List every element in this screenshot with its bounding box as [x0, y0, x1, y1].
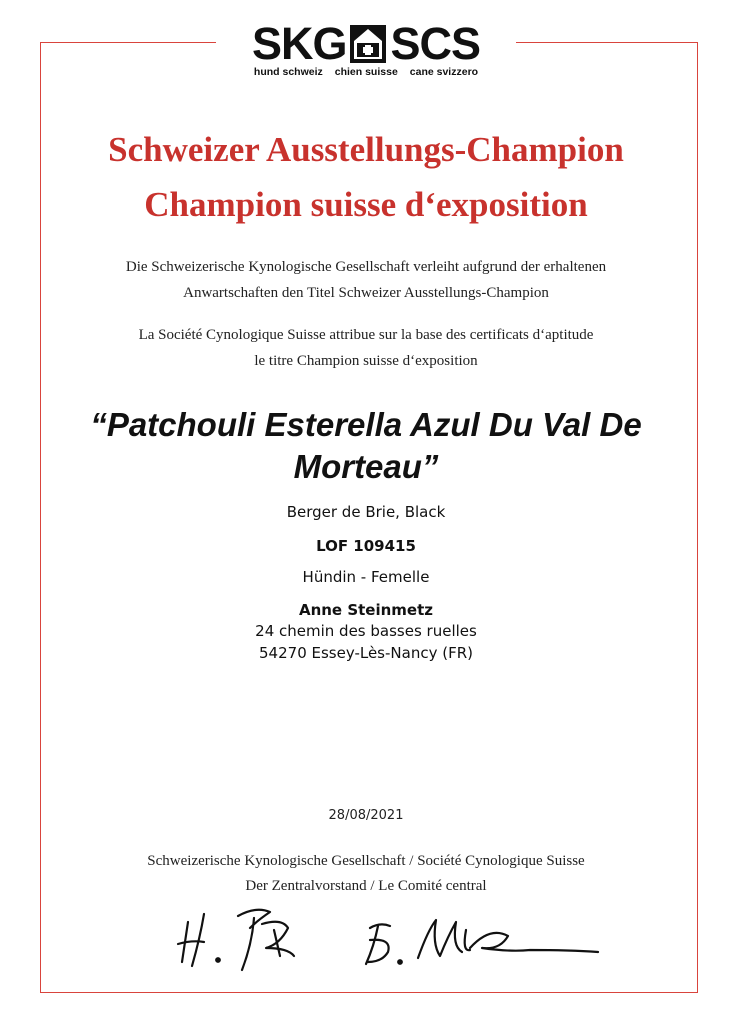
footer-organization: Schweizerische Kynologische Gesellschaft / Société Cynologique Suisse	[147, 853, 585, 869]
signature-2	[366, 920, 598, 964]
dog-name: “Patchouli Esterella Azul Du Val De Morteau”	[90, 406, 642, 485]
registration-number: LOF 109415	[316, 537, 416, 555]
logo-sub-fr: chien suisse	[334, 66, 398, 78]
french-paragraph	[0, 322, 732, 374]
logo-right-text: SCS	[390, 18, 481, 69]
german-paragraph-line1: Die Schweizerische Kynologische Gesellschaft verleiht aufgrund der erhaltenen	[125, 259, 607, 275]
swiss-doghouse-icon	[348, 23, 388, 65]
footer-committee: Der Zentralvorstand / Le Comité central	[245, 878, 487, 894]
owner-address-line1: 24 chemin des basses ruelles	[255, 622, 477, 640]
signatures	[170, 900, 610, 980]
french-paragraph-line1: La Société Cynologique Suisse attribue sur la base des certificats d‘aptitude	[138, 327, 594, 343]
logo-left-text: SKG	[251, 18, 347, 69]
owner-name: Anne Steinmetz	[298, 601, 434, 619]
sex: Hündin - Femelle	[302, 568, 430, 586]
logo-sub-de: hund schweiz	[253, 66, 323, 78]
breed: Berger de Brie, Black	[286, 503, 446, 521]
owner-address-line2: 54270 Essey-Lès-Nancy (FR)	[259, 644, 473, 662]
logo-sub-it: cane svizzero	[409, 66, 479, 78]
signature-1	[178, 910, 294, 970]
skg-scs-logo	[216, 18, 516, 88]
german-paragraph	[0, 254, 732, 306]
french-paragraph-line2: le titre Champion suisse d‘exposition	[254, 353, 478, 369]
title-german: Schweizer Ausstellungs-Champion	[108, 130, 624, 169]
issue-date: 28/08/2021	[328, 808, 404, 823]
title-french: Champion suisse d‘exposition	[144, 185, 588, 224]
german-paragraph-line2: Anwartschaften den Titel Schweizer Ausstellungs-Champion	[183, 285, 549, 301]
